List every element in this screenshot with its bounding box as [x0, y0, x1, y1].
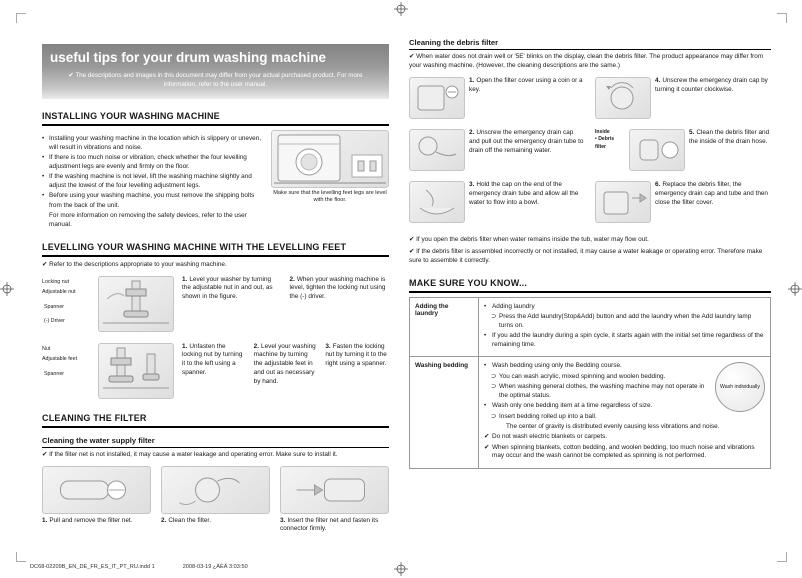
inside-label-line1: Inside [595, 128, 610, 135]
row-content [479, 357, 771, 468]
item-text: When spinning blankets, cotton bedding, and woolen bedding, too much noise and vibrations may occur and the wash cannot be completed as spinning is not performed. [492, 443, 755, 460]
washer-figure-caption: Make sure that the levelling feet legs are level with the floor. [273, 189, 387, 204]
diagram-label: Adjustable feet [42, 355, 78, 362]
list-item [484, 362, 710, 371]
step-number: 6. [655, 180, 661, 188]
item-text: Insert bedding rolled up into a ball. [499, 412, 597, 420]
inside-debris-filter-label [595, 129, 625, 171]
debris-steps-right [595, 77, 771, 233]
table-row [410, 297, 771, 357]
item-marker: ⊃ [491, 412, 497, 420]
cleaning-step-1 [42, 466, 151, 535]
step-number: 4. [655, 76, 661, 84]
washer-illustration [271, 130, 389, 188]
diagram-label: (-) Driver [44, 317, 65, 324]
left-column [42, 44, 389, 534]
unscrew-cap-illustration [595, 77, 651, 119]
step-text: Pull and remove the filter net. [49, 516, 133, 524]
cleaning-steps-row [42, 466, 389, 535]
debris-steps-left [409, 77, 585, 233]
diagram-label: Locking nut [42, 278, 70, 285]
step-text: Clean the debris filter and the inside of the drain hose. [689, 128, 770, 145]
step-number: 3. [325, 342, 331, 350]
list-item [484, 423, 765, 432]
item-text: Adding laundry [492, 302, 535, 310]
step-text: Fasten the locking nut by turning it to the right using a spanner. [325, 342, 387, 368]
print-footer [30, 564, 248, 570]
section-heading-levelling: LEVELLING YOUR WASHING MACHINE WITH THE LEVELLING FEET [42, 242, 389, 257]
step-text: Clean the filter. [168, 516, 211, 524]
item-text: Wash only one bedding item at a time regardless of size. [492, 402, 653, 410]
open-cover-illustration [409, 77, 465, 119]
item-marker: • [484, 362, 487, 370]
item-text: Press the Add laundry(Stop&Add) button and add the laundry when the Add laundry lamp turns on. [499, 313, 752, 329]
step-text: Level your washing machine by turning the adjustable feet in and out as necessary by hand. [253, 342, 316, 385]
insert-filter-illustration [280, 466, 389, 514]
item-text: The center of gravity is distributed evenly causing less vibrations and noise. [506, 422, 720, 430]
right-column [409, 38, 771, 469]
debris-warning-1: ✔ If you open the debris filter when water remains inside the tub, water may flow out. [409, 235, 649, 243]
step-number: 2. [161, 516, 167, 524]
step-text: Unscrew the emergency drain cap and pull out the emergency drain tube to drain off the remaining water. [469, 128, 584, 154]
item-text: When washing general clothes, the washing machine may not operate in the optimal status. [499, 383, 705, 399]
step-number: 2. [253, 342, 260, 350]
step-text: Unfasten the locking nut by turning it to the left using a spanner. [182, 342, 243, 377]
item-marker: ✔ [484, 433, 490, 441]
page-title: useful tips for your drum washing machine [50, 50, 327, 65]
registration-mark-icon [788, 282, 802, 296]
section-heading-installing: INSTALLING YOUR WASHING MACHINE [42, 111, 389, 126]
levelling-row-2 [42, 343, 389, 401]
crop-mark-bottom-right [777, 552, 787, 562]
crop-mark-top-right [777, 13, 787, 23]
subheading-debris-filter: Cleaning the debris filter [409, 38, 771, 50]
list-item [484, 383, 710, 401]
diagram-label: Spanner [44, 303, 65, 310]
levelling-step [182, 276, 282, 334]
step-number: 3. [469, 180, 475, 188]
levelling-note: ✔ Refer to the descriptions appropriate to your washing machine. [42, 260, 227, 268]
item-marker: ⊃ [491, 313, 497, 321]
item-text: You can wash acrylic, mixed spinning and woolen bedding. [499, 372, 666, 380]
step-number: 1. [469, 76, 475, 84]
cleaning-note: ✔ If the filter net is not installed, it may cause a water leakage and operating error. Make sure to install it. [42, 450, 338, 458]
list-item [484, 444, 765, 462]
step-number: 2. [469, 128, 475, 136]
step-text: When your washing machine is level, tighten the locking nut using the (-) driver. [289, 275, 386, 301]
list-item [484, 373, 710, 382]
step-number: 1. [182, 275, 188, 283]
debris-warning-2: ✔ If the debris filter is assembled incorrectly or not installed, it may cause a water leakage or operating error. Therefore make sure to assemble it correctly. [409, 247, 763, 264]
washer-figure [271, 130, 389, 205]
step-text: Hold the cap on the end of the emergency drain tube and allow all the water to flow into a bowl. [469, 180, 579, 206]
wash-individually-badge: Wash individually [715, 362, 765, 412]
drain-tube-illustration [409, 129, 465, 171]
inside-label-line2: • Debris filter [595, 136, 615, 150]
installing-content [42, 130, 389, 230]
list-item [484, 332, 765, 350]
levelling-foot-illustration [98, 276, 174, 332]
diagram-label: Adjustable nut [42, 288, 76, 295]
levelling-step [290, 276, 390, 334]
item-marker: ⊃ [491, 372, 497, 380]
step-number: 3. [280, 516, 286, 524]
list-item [484, 413, 710, 422]
step-number: 5. [689, 128, 695, 136]
clean-filter-illustration [161, 466, 270, 514]
row-content [479, 297, 771, 357]
row-label: Washing bedding [410, 357, 479, 468]
subheading-water-supply-filter: Cleaning the water supply filter [42, 436, 389, 448]
footer-filename: DC68-02209B_EN_DE_FR_ES_IT_PT_RU.indd 1 [30, 564, 155, 570]
registration-mark-icon [394, 2, 408, 16]
levelling-step [182, 343, 246, 401]
water-bowl-illustration [409, 181, 465, 223]
crop-mark-top-left [16, 13, 26, 23]
page-banner [42, 44, 389, 99]
replace-filter-illustration [595, 181, 651, 223]
cleaning-step-3 [280, 466, 389, 535]
step-number: 1. [42, 516, 48, 524]
levelling-feet-illustration [98, 343, 174, 399]
item-marker: • [484, 402, 487, 410]
list-item [484, 313, 765, 331]
bullet-item: • Before using your washing machine, you must remove the shipping bolts from the back of the unit. [42, 191, 263, 209]
make-sure-table [409, 297, 771, 469]
debris-note: ✔ When water does not drain well or '5E' blinks on the display, clean the debris filter. The product appearance may differ from your washing machine. (However, the cleaning descriptions are the same.) [409, 53, 764, 69]
step-number: 2. [289, 275, 295, 283]
footer-timestamp: 2008-03-19 ¿ÀÈÄ 3:03:50 [182, 564, 248, 570]
crop-mark-bottom-left [16, 552, 26, 562]
step-text: Replace the debris filter, the emergency drain cap and tube and then close the filter cover. [655, 180, 768, 206]
item-text: Wash bedding using only the Bedding course. [492, 362, 622, 370]
levelling-step [254, 343, 318, 401]
cleaning-step-2 [161, 466, 270, 535]
step-text: Unscrew the emergency drain cap by turning it counter clockwise. [655, 76, 768, 93]
debris-step-1 [409, 77, 585, 119]
debris-step-2 [409, 129, 585, 171]
list-item [484, 433, 765, 442]
debris-step-5 [595, 129, 771, 171]
table-row [410, 357, 771, 468]
bullet-item: • If the washing machine is not level, lift the washing machine slightly and adjust the lowest of the four levelling adjustment legs. [42, 172, 263, 190]
debris-filter-illustration [629, 129, 685, 171]
list-item [484, 303, 765, 312]
item-text: If you add the laundry during a spin cycle, it starts again with the initial set time regardless of the remaining time. [492, 332, 764, 349]
levelling-diagram-2 [42, 343, 174, 401]
bullet-item: • Installing your washing machine in the location which is slippery or uneven, will result in vibrations and noise. [42, 134, 263, 152]
step-number: 1. [182, 342, 188, 350]
debris-step-4 [595, 77, 771, 119]
debris-step-3 [409, 181, 585, 223]
item-marker: • [484, 302, 487, 310]
diagram-label: Spanner [44, 370, 65, 377]
item-marker [498, 423, 504, 432]
item-marker: ⊃ [491, 383, 497, 391]
row-label: Adding the laundry [410, 297, 479, 357]
bullet-item: • If there is too much noise or vibration, check whether the four levelling adjustment legs are evenly and firmly on the floor. [42, 153, 263, 171]
levelling-diagram-1 [42, 276, 174, 334]
levelling-step [325, 343, 389, 401]
item-text: Do not wash electric blankets or carpets. [492, 433, 608, 441]
registration-mark-icon [0, 282, 14, 296]
debris-steps-grid [409, 77, 771, 233]
registration-mark-icon [394, 562, 408, 576]
debris-step-6 [595, 181, 771, 223]
filter-net-illustration [42, 466, 151, 514]
step-text: Level your washer by turning the adjustable nut in and out, as shown in the figure. [182, 275, 273, 301]
section-heading-cleaning-filter: CLEANING THE FILTER [42, 413, 389, 428]
step-text: Open the filter cover using a coin or a key. [469, 76, 583, 93]
installing-bullet-list [42, 134, 263, 210]
step-text: Insert the filter net and fasten its connector firmly. [280, 516, 379, 533]
levelling-row-1 [42, 276, 389, 334]
item-marker: ✔ [484, 443, 490, 451]
installing-more-note: For more information on removing the safety devices, refer to the user manual. [49, 211, 247, 228]
section-heading-make-sure: MAKE SURE YOU KNOW... [409, 278, 771, 293]
list-item [484, 402, 710, 411]
diagram-label: Nut [42, 345, 51, 352]
item-marker: • [484, 332, 487, 340]
banner-note: ✔ The descriptions and images in this document may differ from your actual purchased product. For more information, refer to the user manual. [68, 72, 363, 89]
